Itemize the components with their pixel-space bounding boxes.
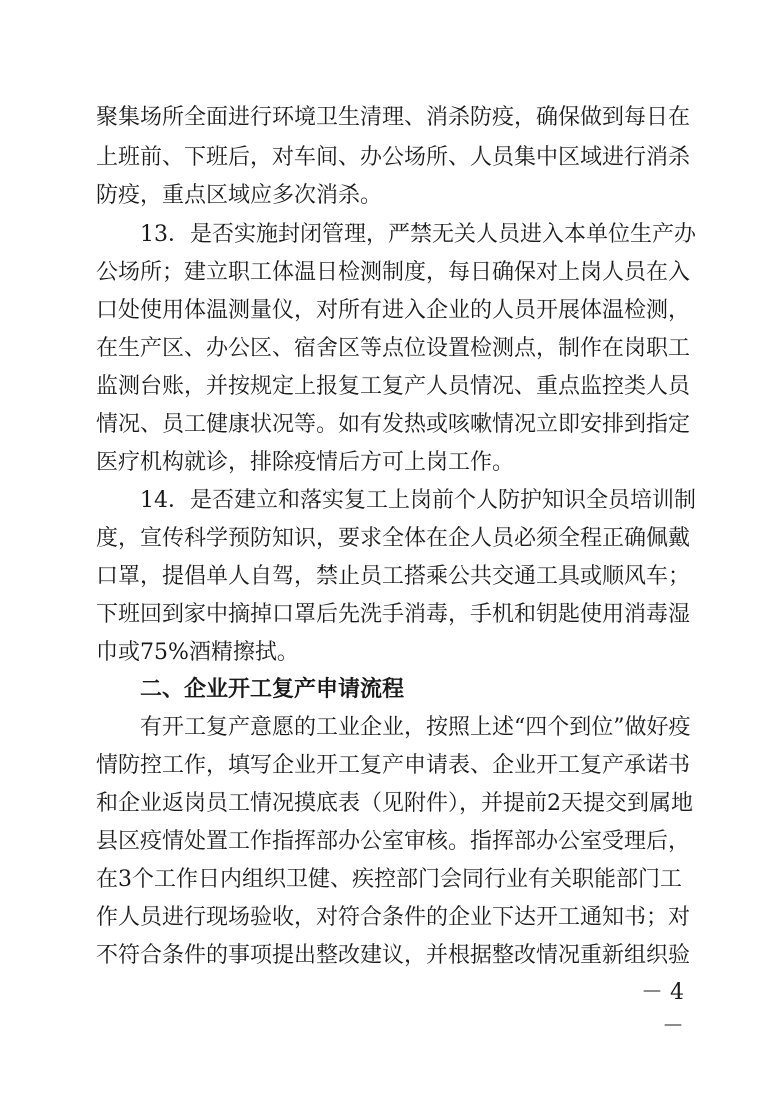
paragraph-line: 防疫，重点区域应多次消杀。 — [96, 183, 383, 208]
paragraph-line: 口处使用体温测量仪，对所有进入企业的人员开展体温检测， — [96, 298, 691, 323]
paragraph-line: 巾或75%酒精擦拭。 — [96, 640, 299, 665]
paragraph-line: 下班回到家中摘掉口罩后先洗手消毒，手机和钥匙使用消毒湿 — [96, 602, 691, 627]
paragraph-line: 不符合条件的事项提出整改建议，并根据整改情况重新组织验 — [96, 943, 691, 968]
paragraph-line: 情况、员工健康状况等。如有发热或咳嗽情况立即安排到指定 — [96, 412, 691, 437]
paragraph-line: 和企业返岗员工情况摸底表（见附件），并提前2天提交到属地 — [96, 791, 693, 816]
item-13-first-line: 13．是否实施封闭管理，严禁无关人员进入本单位生产办 — [140, 222, 696, 247]
paragraph-line: 口罩，提倡单人自驾，禁止员工搭乘公共交通工具或顺风车； — [96, 564, 691, 589]
paragraph-line: 情防控工作，填写企业开工复产申请表、企业开工复产承诺书 — [96, 753, 691, 778]
paragraph-line: 聚集场所全面进行环境卫生清理、消杀防疫，确保做到每日在 — [96, 105, 691, 130]
section-heading: 二、企业开工复产申请流程 — [140, 677, 405, 702]
paragraph-line: 医疗机构就诊，排除疫情后方可上岗工作。 — [96, 450, 515, 475]
paragraph-line: 公场所；建立职工体温日检测制度，每日确保对上岗人员在入 — [96, 260, 691, 285]
paragraph-line: 在3个工作日内组织卫健、疾控部门会同行业有关职能部门工 — [96, 867, 682, 892]
paragraph-line: 上班前、下班后，对车间、办公场所、人员集中区域进行消杀 — [96, 145, 691, 170]
paragraph-line: 在生产区、办公区、宿舍区等点位设置检测点，制作在岗职工 — [96, 336, 691, 361]
paragraph-line: 作人员进行现场验收，对符合条件的企业下达开工通知书；对 — [96, 905, 691, 930]
paragraph-first-line: 有开工复产意愿的工业企业，按照上述“四个到位”做好疫 — [140, 715, 691, 740]
paragraph-line: 度，宣传科学预防知识，要求全体在企人员必须全程正确佩戴 — [96, 526, 691, 551]
page-number: － 4 － — [641, 980, 684, 1039]
item-14-first-line: 14．是否建立和落实复工上岗前个人防护知识全员培训制 — [140, 488, 696, 513]
paragraph-line: 县区疫情处置工作指挥部办公室审核。指挥部办公室受理后， — [96, 829, 691, 854]
paragraph-line: 监测台账，并按规定上报复工复产人员情况、重点监控类人员 — [96, 374, 691, 399]
